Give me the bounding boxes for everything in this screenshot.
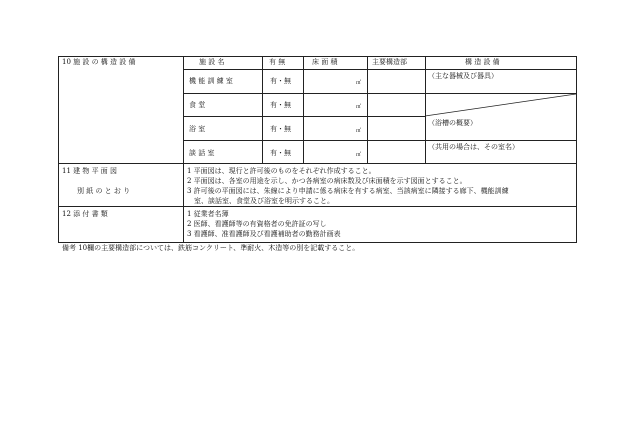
row-unit-dining: ㎡ [356,104,362,110]
row-presence-bath: 有・無 [270,125,291,133]
section10-bottom [58,163,576,164]
row-name-bath: 浴 室 [189,125,206,133]
section11-title: 11 建 物 平 面 図 [62,167,118,175]
section12-item-1: 1 従業者名簿 [187,210,229,218]
section11-item-3: 3 許可後の平面図には、朱線により申請に係る病床を有する病室、当該病室に隣接する廊下、機能訓練 [187,187,509,195]
note-bath: （浴槽の概要） [428,119,477,127]
header-bottom-line [183,69,576,70]
header-structure-equipment: 構 造 設 備 [465,58,500,66]
header-main-structure: 主要構造部 [372,58,407,66]
row-unit-bath: ㎡ [356,128,362,134]
section12-item-3: 3 看護師、准看護師及び看護補助者の勤務計画表 [187,230,341,238]
section12-title: 12 添 付 書 類 [62,210,108,218]
section11-item-1: 1 平面図は、現行と許可後のものをそれぞれ作成すること。 [187,167,376,175]
row-presence-training-room: 有・無 [270,77,291,85]
row-unit-training-room: ㎡ [356,80,362,86]
row-presence-lounge: 有・無 [270,149,291,157]
note-shared: （共用の場合は、その室名） [428,143,519,151]
section12-item-2: 2 医師、看護師等の有資格者の免許証の写し [187,220,327,228]
row-unit-lounge: ㎡ [356,152,362,158]
section11-subtitle: 別 紙 の と お り [77,187,131,195]
row-line-2 [183,116,425,117]
presence-column-line [303,56,304,163]
table-left-border [58,56,59,243]
table-top-border [58,56,576,57]
header-facility-name: 施 設 名 [199,58,225,66]
title-column-line [183,56,184,243]
section11-item-2: 2 平面図は、各室の用途を示し、かつ各病室の病床数及び床面積を示す図面とすること。 [187,177,467,185]
table-bottom-border [58,242,576,243]
row-name-lounge: 談 話 室 [189,149,215,157]
section11-item-3-cont: 室、談話室、食堂及び浴室を明示すること。 [194,197,334,205]
row-line-3 [183,140,576,141]
section11-bottom [58,206,576,207]
row-name-dining: 食 堂 [189,101,206,109]
note-equipment: （主な器械及び器具） [428,72,498,80]
area-column-line [367,56,368,163]
section10-title: 10 施 設 の 構 造 設 備 [62,58,136,66]
header-floor-area: 床 面 積 [312,58,338,66]
diagonal-strike-line [425,93,577,117]
row-name-training-room: 機 能 訓 練 室 [189,77,233,85]
row-presence-dining: 有・無 [270,101,291,109]
header-presence: 有 無 [269,58,286,66]
name-column-line [262,56,263,163]
remark-note: 備考 10欄の主要構造部については、鉄筋コンクリート、準耐火、木造等の別を記載すること。 [62,244,360,252]
table-right-border [576,56,577,243]
